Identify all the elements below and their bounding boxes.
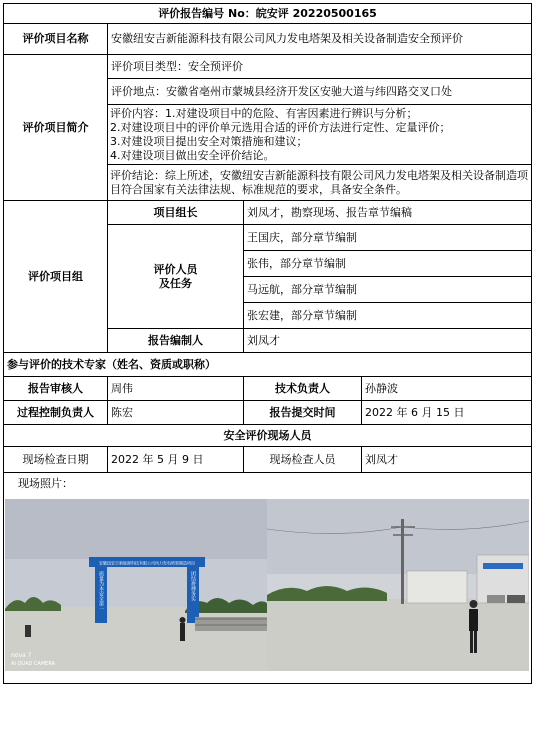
report-number-label: 评价报告编号 No：: [158, 6, 256, 20]
photo-watermark-2: AI QUAD CAMERA: [11, 661, 56, 667]
intro-location: 评价地点：安徽省亳州市蒙城县经济开发区安驰大道与纬四路交叉口处: [108, 79, 532, 105]
intro-content-line: 4.对建设项目做出安全评价结论。: [110, 148, 275, 162]
intro-content: [108, 105, 532, 165]
intro-type-row: [4, 55, 532, 79]
photo-watermark-1: nova 7: [11, 652, 32, 659]
team-member: 马远航，部分章节编制: [244, 277, 532, 303]
report-number-value: 皖安评 20220500165: [255, 6, 377, 20]
project-name-row: [4, 24, 532, 55]
intro-content-line: 评价内容：1.对建设项目中的危险、有害因素进行辨识与分析；: [110, 106, 418, 120]
gate-banner-text: 安徽纽安吉新能源科技有限公司风力发电塔架制造项目: [99, 560, 195, 566]
site-person-label: 现场检查人员: [244, 447, 362, 473]
team-leader-value: 刘凤才，勘察现场、报告章节编稿: [244, 201, 532, 225]
intro-type: 评价项目类型：安全预评价: [108, 55, 532, 79]
intro-conclusion: 评价结论：综上所述，安徽纽安吉新能源科技有限公司风力发电塔架及相关设备制造项目符合国家有关法律法规、标准规范的要求，具备安全条件。: [108, 165, 532, 201]
review-row-2: [4, 401, 532, 425]
gate-left-slogan: 质量为本安全第一: [98, 571, 104, 611]
team-writer-value: 刘凤才: [244, 329, 532, 353]
experts-row: [4, 353, 532, 377]
team-member: 张伟，部分章节编制: [244, 251, 532, 277]
report-number-row: [4, 4, 532, 24]
site-person-value: 刘凤才: [362, 447, 532, 473]
team-member: 张宏建，部分章节编制: [244, 303, 532, 329]
project-name-value: 安徽纽安吉新能源科技有限公司风力发电塔架及相关设备制造安全预评价: [108, 24, 532, 55]
report-table: [3, 3, 532, 684]
team-writer-label: 报告编制人: [108, 329, 244, 353]
site-info-row: [4, 447, 532, 473]
site-photos: [5, 499, 529, 671]
intro-content-line: 2.对建设项目中的评价单元选用合适的评价方法进行定性、定量评价；: [110, 120, 451, 134]
project-name-label: 评价项目名称: [4, 24, 108, 55]
site-photo-person: [267, 499, 529, 671]
site-photo-gate: [5, 499, 267, 671]
site-date-value: 2022 年 5 月 9 日: [108, 447, 244, 473]
team-label: 评价项目组: [4, 201, 108, 353]
process-control-value: 陈宏: [108, 401, 244, 425]
team-members-label-line: 评价人员: [153, 262, 198, 276]
intro-content-line: 3.对建设项目提出安全对策措施和建议；: [110, 134, 308, 148]
process-control-label: 过程控制负责人: [4, 401, 108, 425]
team-member: 王国庆，部分章节编制: [244, 225, 532, 251]
tech-lead-label: 技术负责人: [244, 377, 362, 401]
team-leader-row: [4, 201, 532, 225]
team-leader-label: 项目组长: [108, 201, 244, 225]
tech-lead-value: 孙静波: [362, 377, 532, 401]
experts-label: 参与评价的技术专家（姓名、资质或职称）: [4, 353, 532, 377]
report-number: [4, 4, 532, 24]
intro-label: 评价项目简介: [4, 55, 108, 201]
gate-right-slogan: 团结拼搏务实: [190, 571, 196, 601]
review-row-1: [4, 377, 532, 401]
reviewer-label: 报告审核人: [4, 377, 108, 401]
site-section-title: 安全评价现场人员: [4, 425, 532, 447]
site-title-row: [4, 425, 532, 447]
submit-time-label: 报告提交时间: [244, 401, 362, 425]
reviewer-value: 周伟: [108, 377, 244, 401]
photo-row: [4, 473, 532, 684]
site-photos-svg: [5, 499, 529, 671]
site-date-label: 现场检查日期: [4, 447, 108, 473]
submit-time-value: 2022 年 6 月 15 日: [362, 401, 532, 425]
team-members-label-line: 及任务: [159, 276, 192, 290]
photo-cell: [4, 473, 532, 684]
team-members-label: [108, 225, 244, 329]
photo-label: 现场照片：: [18, 477, 73, 490]
report-form: [3, 3, 531, 684]
